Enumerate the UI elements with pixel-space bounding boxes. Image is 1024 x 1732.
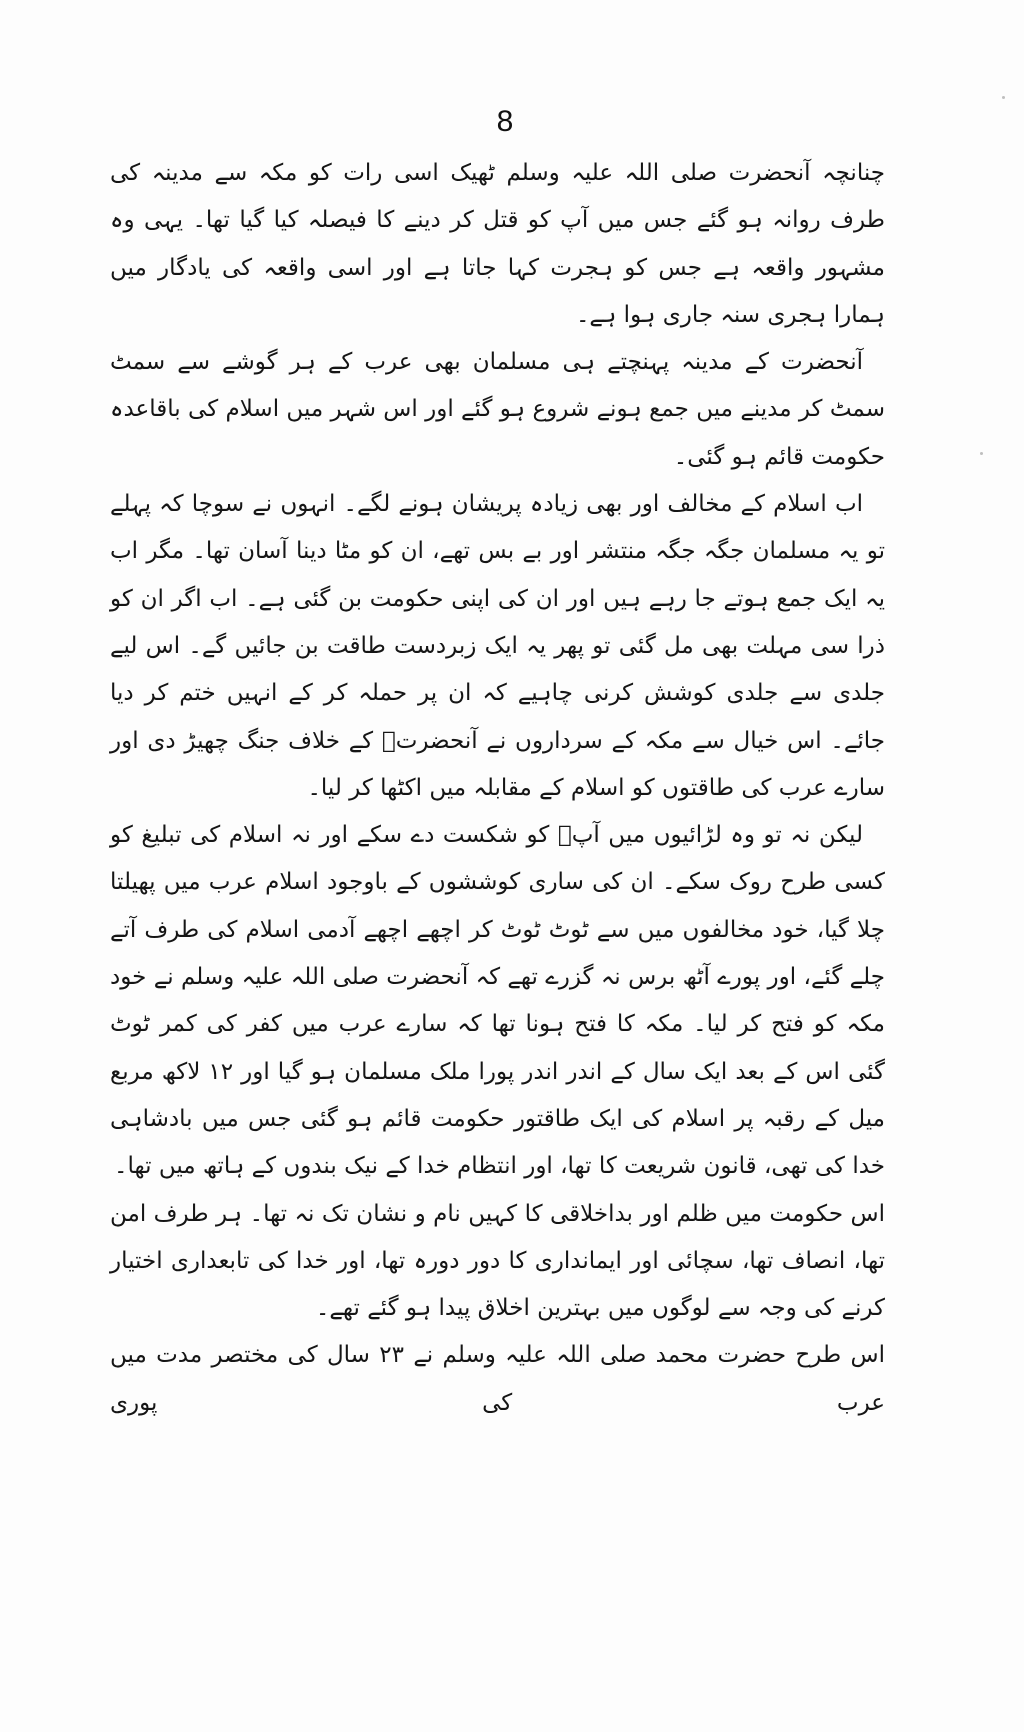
body-text: [110, 150, 885, 1427]
paragraph-just-government: اس حکومت میں ظلم اور بداخلاقی کا کہیں نام و نشان تک نہ تھا۔ ہر طرف امن تھا، انصاف تھا، سچائی اور ایمانداری کا دور دورہ تھا، اور خدا کی تابعداری اختیار کرنے کی وجہ سے لوگوں میں بہترین اخلاق پیدا ہو گئے تھے۔: [110, 1200, 885, 1322]
page-number: 8: [496, 105, 514, 138]
paragraph-conquest-of-makkah: لیکن نہ تو وہ لڑائیوں میں آپؐ کو شکست دے سکے اور نہ اسلام کی تبلیغ کو کسی طرح روک سکے۔ ان کی ساری کوششوں کے باوجود اسلام عرب میں پھیلتا چلا گیا، خود مخالفوں میں سے ٹوٹ ٹوٹ کر اچھے اچھے آدمی اسلام کی طرف آتے چلے گئے، اور پورے آٹھ برس نہ گزرے تھے کہ آنحضرت صلی اللہ علیہ وسلم نے خود مکہ کو فتح کر لیا۔ مکہ کا فتح ہونا تھا کہ سارے عرب میں کفر کی کمر ٹوٹ گئی اس کے بعد ایک سال کے اندر اندر پورا ملک مسلمان ہو گیا اور ۱۲ لاکھ مربع میل کے رقبہ پر اسلام کی ایک طاقتور حکومت قائم ہو گئی جس میں بادشاہی خدا کی تھی، قانون شریعت کا تھا، اور انتظام خدا کے نیک بندوں کے ہاتھ میں تھا۔: [110, 822, 886, 1180]
paragraph-opponents-worry: اب اسلام کے مخالف اور بھی زیادہ پریشان ہونے لگے۔ انہوں نے سوچا کہ پہلے تو یہ مسلمان جگہ جگہ منتشر اور بے بس تھے، ان کو مٹا دینا آسان تھا۔ مگر اب یہ ایک جمع ہوتے جا رہے ہیں اور ان کی اپنی حکومت بن گئی ہے۔ اب اگر ان کو ذرا سی مہلت بھی مل گئی تو پھر یہ ایک زبردست طاقت بن جائیں گے۔ اس لیے جلدی سے جلدی کوشش کرنی چاہیے کہ ان پر حملہ کر کے انہیں ختم کر دیا جائے۔ اس خیال سے مکہ کے سرداروں نے آنحضرتؐ کے خلاف جنگ چھیڑ دی اور سارے عرب کی طاقتوں کو اسلام کے مقابلہ میں اکٹھا کر لیا۔: [110, 491, 885, 801]
paragraph-madina-government: آنحضرت کے مدینہ پہنچتے ہی مسلمان بھی عرب کے ہر گوشے سے سمٹ سمٹ کر مدینے میں جمع ہونے شروع ہو گئے اور اس شہر میں اسلام کی باقاعدہ حکومت قائم ہو گئی۔: [110, 349, 885, 470]
paragraph-hijrat: چنانچہ آنحضرت صلی اللہ علیہ وسلم ٹھیک اسی رات کو مکہ سے مدینہ کی طرف روانہ ہو گئے جس میں آپ کو قتل کر دینے کا فیصلہ کیا گیا تھا۔ یہی وہ مشہور واقعہ ہے جس کو ہجرت کہا جاتا ہے اور اسی واقعہ کی یادگار میں ہمارا ہجری سنہ جاری ہوا ہے۔: [110, 160, 885, 328]
scan-speck: [1002, 96, 1005, 99]
paragraph-continuation: اس طرح حضرت محمد صلی اللہ علیہ وسلم نے ۲۳ سال کی مختصر مدت میں عرب کی پوری: [110, 1342, 885, 1416]
scan-speck: [980, 452, 983, 455]
